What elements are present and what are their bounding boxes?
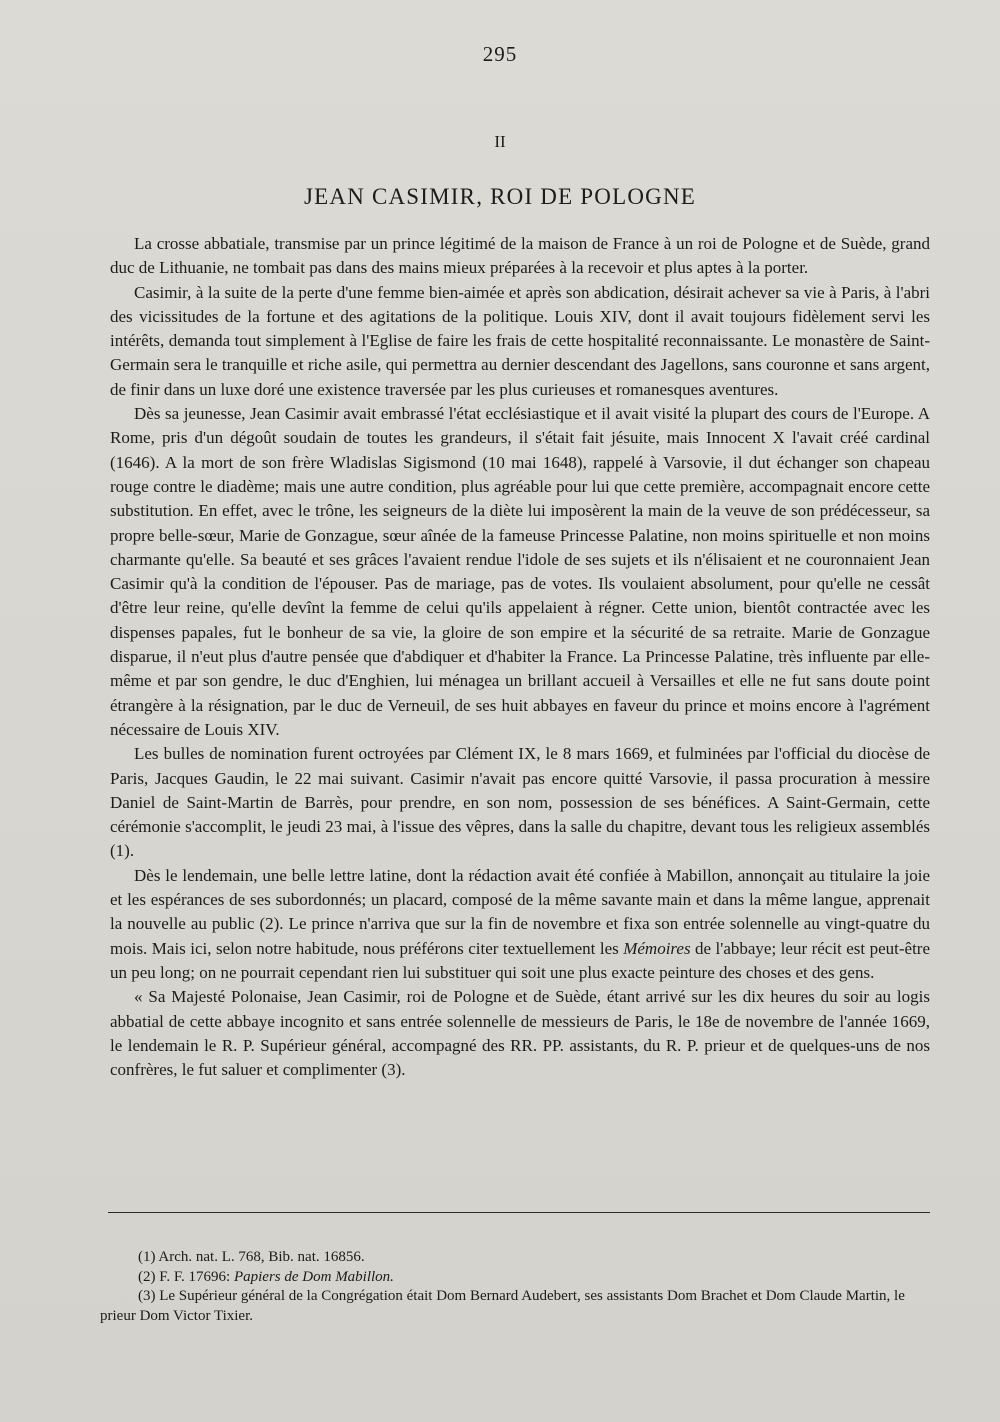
paragraph-4: Les bulles de nomination furent octroyées par Clément IX, le 8 mars 1669, et fulminées par l'official du diocèse de Paris, Jacques Gaudin, le 22 mai suivant. Casimir n'avait pas encore quitté Varsovie, il passa procuration à messire Daniel de Saint-Martin de Barrès, pour prendre, en son nom, possession de ses bénéfices. A Saint-Germain, cette cérémonie s'accomplit, le jeudi 23 mai, à l'issue des vêpres, dans la salle du chapitre, devant tous les religieux assemblés (1). bbox=[110, 744, 930, 861]
paragraph-3: Dès sa jeunesse, Jean Casimir avait embrassé l'état ecclésiastique et il avait visité la plupart des cours de l'Europe. A Rome, pris d'un dégoût soudain de toutes les grandeurs, il s'était fait jésuite, mais Innocent X l'avait créé cardinal (1646). A la mort de son frère Wladislas Sigismond (10 mai 1648), rappelé à Varsovie, il dut échanger son chapeau rouge contre le diadème; mais une autre condition, plus agréable pour lui que cette première, accompagnait encore cette substitution. En effet, avec le trône, les seigneurs de la diète lui imposèrent la main de la veuve de son prédécesseur, sa propre belle-sœur, Marie de Gonzague, sœur aînée de la fameuse Princesse Palatine, non moins spirituelle et non moins charmante qu'elle. Sa beauté et ses grâces l'avaient rendue l'idole de ses sujets et ils n'élisaient et ne couronnaient Jean Casimir qu'à la condition de l'épouser. Pas de mariage, pas de votes. Ils voulaient absolument, pour qu'elle ne cessât d'être leur reine, qu'elle devînt la femme de celui qu'ils appelaient à régner. Cette union, bientôt contractée avec les dispenses papales, fut le bonheur de sa vie, la gloire de son empire et la sécurité de sa retraite. Marie de Gonzague disparue, il n'eut plus d'autre pensée que d'abdiquer et d'habiter la France. La Princesse Palatine, très influente par elle-même et par son gendre, le duc d'Enghien, lui ménagea un brillant accueil à Versailles et elle ne fut sans doute point étrangère à la résignation, par le duc de Verneuil, de ses huit abbayes en faveur du prince et moins encore à l'agrément nécessaire de Louis XIV. bbox=[110, 404, 930, 739]
paragraph-6: « Sa Majesté Polonaise, Jean Casimir, roi de Pologne et de Suède, étant arrivé sur les dix heures du soir au logis abbatial de cette abbaye incognito et sans entrée solennelle de messieurs de Paris, le 18e de novembre de l'année 1669, le lendemain le R. P. Supérieur général, accompagné des RR. PP. assistants, du R. P. prieur et de quelques-uns de nos confrères, le fut saluer et complimenter (3). bbox=[110, 987, 930, 1080]
footnote-2 bbox=[100, 1268, 930, 1288]
page-number: 295 bbox=[482, 42, 518, 66]
footnote-1: (1) Arch. nat. L. 768, Bib. nat. 16856. bbox=[138, 1249, 365, 1265]
paragraph-5-text-b: de l'abbaye; leur récit est peut-être un peu long; on ne pourrait cependant rien lui substituer qui soit une plus exacte peinture des choses et des gens. bbox=[110, 938, 930, 982]
chapter-title: JEAN CASIMIR, ROI DE POLOGNE bbox=[303, 184, 697, 209]
footnote-divider bbox=[108, 1212, 930, 1213]
paragraph-5-emphasis: Mémoires bbox=[623, 938, 691, 958]
footnote-2-title: Papiers de Dom Mabillon. bbox=[233, 1268, 394, 1285]
footnote-2-prefix: (2) F. F. 17696: bbox=[138, 1268, 231, 1285]
body-text bbox=[110, 232, 930, 1082]
paragraph-2: Casimir, à la suite de la perte d'une femme bien-aimée et après son abdication, désirait achever sa vie à Paris, à l'abri des vicissitudes de la fortune et des agitations de la politique. Louis XIV, dont il avait toujours fidèlement servi les intérêts, demanda tout simplement à l'Eglise de faire les frais de cette hospitalité reconnaissante. Le monastère de Saint-Germain sera le tranquille et riche asile, qui permettra au dernier descendant des Jagellons, sans couronne et sans argent, de finir dans un luxe doré une existence traversée par les plus curieuses et romanesques aventures. bbox=[110, 282, 930, 399]
footnotes bbox=[100, 1248, 930, 1326]
paragraph-5-text-a: Dès le lendemain, une belle lettre latine, dont la rédaction avait été confiée à Mabillon, annonçait au titulaire la joie et les espérances de ses subordonnés; un placard, composé de la même savante main et dans la même langue, apprenait la nouvelle au public (2). Le prince n'arriva que sur la fin de novembre et fixa son entrée solennelle au vingt-quatre du mois. Mais ici, selon notre habitude, nous préférons citer textuellement les bbox=[110, 865, 930, 958]
paragraph-1: La crosse abbatiale, transmise par un prince légitimé de la maison de France à un roi de Pologne et de Suède, grand duc de Lithuanie, ne tombait pas dans des mains mieux préparées à la recevoir et plus aptes à la porter. bbox=[110, 234, 930, 278]
section-numeral: II bbox=[494, 132, 506, 151]
paragraph-5 bbox=[110, 864, 930, 985]
footnote-3: (3) Le Supérieur général de la Congrégation était Dom Bernard Audebert, ses assistants Dom Brachet et Dom Claude Martin, le prieur Dom Victor Tixier. bbox=[100, 1288, 905, 1324]
